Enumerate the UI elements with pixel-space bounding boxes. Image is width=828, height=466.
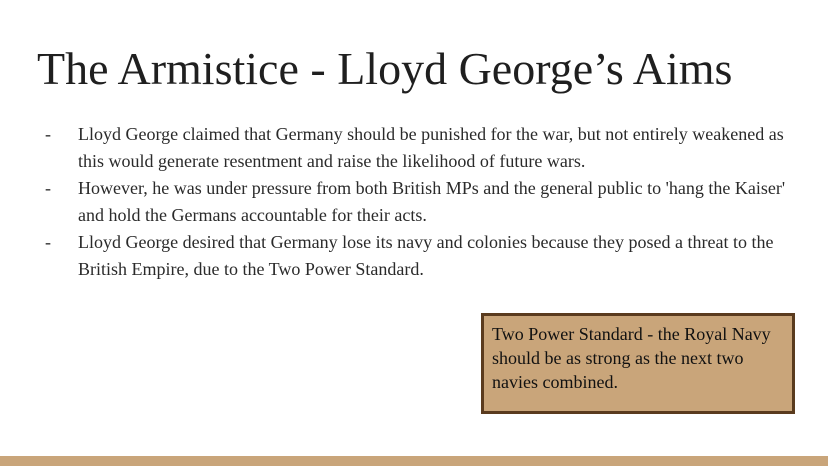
bullet-text: Lloyd George desired that Germany lose its navy and colonies because they posed a threat to the British Empire, due to the Two Power Standard. [78, 232, 774, 279]
bullet-list [40, 121, 810, 283]
bullet-item [40, 121, 810, 175]
callout-text: Two Power Standard - the Royal Navy should be as strong as the next two navies combined. [492, 324, 771, 392]
bullet-text: However, he was under pressure from both British MPs and the general public to 'hang the Kaiser' and hold the Germans accountable for their acts. [78, 178, 786, 225]
bullet-marker: - [45, 178, 51, 198]
bullet-marker: - [45, 124, 51, 144]
bullet-marker: - [45, 232, 51, 252]
definition-callout-box [481, 313, 795, 414]
bottom-accent-bar [0, 456, 828, 466]
bullet-item [40, 175, 810, 229]
bullet-text: Lloyd George claimed that Germany should be punished for the war, but not entirely weakened as this would generate resentment and raise the likelihood of future wars. [78, 124, 784, 171]
slide-title: The Armistice - Lloyd George’s Aims [37, 43, 733, 94]
bullet-item [40, 229, 810, 283]
